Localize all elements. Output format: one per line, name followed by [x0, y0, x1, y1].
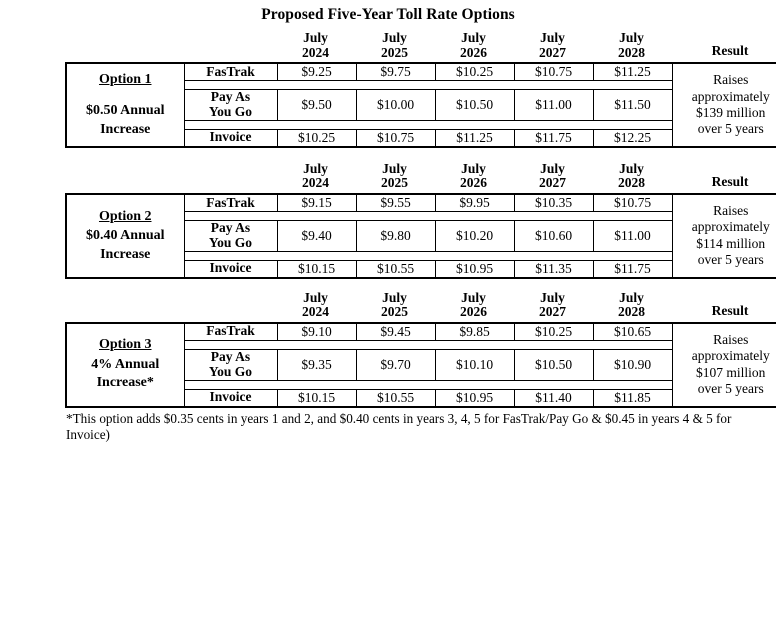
option-label-cell	[66, 194, 184, 278]
paygo-line1: Pay As	[210, 89, 251, 105]
column-header-year-2026	[434, 162, 513, 193]
column-header-year-2024	[276, 31, 355, 62]
column-header-year-2025	[355, 291, 434, 322]
year-number: 2028	[618, 175, 645, 191]
column-header-year-2027	[513, 291, 592, 322]
result-line4: over 5 years	[697, 121, 764, 137]
value-invoice-2024: $10.25	[277, 129, 356, 147]
column-header-year-2026	[434, 291, 513, 322]
option-desc-line1: $0.40 Annual	[85, 228, 165, 244]
value-invoice-2025: $10.75	[356, 129, 435, 147]
option-block-3	[0, 291, 776, 408]
value-fastrak-2026: $9.95	[435, 194, 514, 212]
column-header-row	[65, 31, 748, 62]
value-paygo-2028: $11.00	[593, 221, 672, 252]
year-number: 2024	[302, 44, 329, 60]
result-line1: Raises	[713, 202, 749, 218]
column-header-year-2026	[434, 31, 513, 62]
column-header-result: Result	[711, 43, 749, 59]
value-fastrak-2025: $9.55	[356, 194, 435, 212]
value-invoice-2026: $10.95	[435, 389, 514, 407]
spacer-cell	[184, 212, 672, 221]
column-header-result: Result	[711, 174, 749, 189]
column-header-year-2027	[513, 31, 592, 62]
value-invoice-2028: $11.85	[593, 389, 672, 407]
year-month: July	[461, 30, 486, 45]
column-header-year-2025	[355, 31, 434, 62]
value-fastrak-2027: $10.75	[514, 63, 593, 81]
year-number: 2024	[302, 304, 329, 320]
spacer-cell	[184, 81, 672, 90]
year-month: July	[382, 160, 407, 176]
year-number: 2028	[618, 304, 645, 320]
page-title: Proposed Five-Year Toll Rate Options	[261, 6, 515, 23]
result-line2: approximately	[691, 219, 770, 235]
year-number: 2026	[460, 304, 487, 320]
value-fastrak-2026: $10.25	[435, 63, 514, 81]
result-line3: $139 million	[696, 105, 766, 120]
option-block-2	[0, 162, 776, 279]
toll-rate-table-option-2	[65, 193, 776, 279]
value-fastrak-2026: $9.85	[435, 323, 514, 341]
table-row	[66, 63, 776, 81]
row-label-fastrak: FasTrak	[184, 63, 277, 81]
value-invoice-2027: $11.75	[514, 129, 593, 147]
option-desc-line1: $0.50 Annual	[85, 103, 165, 119]
year-number: 2027	[539, 175, 566, 191]
spacer-cell	[184, 340, 672, 349]
option-desc-line1: 4% Annual	[91, 356, 160, 372]
year-month: July	[540, 30, 565, 45]
value-fastrak-2025: $9.45	[356, 323, 435, 341]
result-line3: $114 million	[696, 235, 766, 251]
year-month: July	[382, 289, 407, 305]
row-label-invoice: Invoice	[184, 260, 277, 278]
year-number: 2025	[381, 44, 408, 60]
column-header-row	[65, 291, 748, 322]
column-header-year-2025	[355, 162, 434, 193]
value-invoice-2024: $10.15	[277, 389, 356, 407]
option-name: Option 1	[98, 71, 152, 87]
value-fastrak-2028: $11.25	[593, 63, 672, 81]
option-desc-line2: Increase	[100, 246, 151, 262]
year-month: July	[461, 289, 486, 305]
year-number: 2024	[302, 175, 329, 191]
paygo-line1: Pay As	[210, 348, 251, 364]
value-fastrak-2027: $10.25	[514, 323, 593, 341]
column-header-year-2028	[592, 291, 671, 322]
value-fastrak-2028: $10.65	[593, 323, 672, 341]
result-line3: $107 million	[696, 364, 766, 380]
year-number: 2025	[381, 175, 408, 191]
result-line1: Raises	[713, 331, 749, 347]
value-paygo-2026: $10.50	[435, 90, 514, 121]
result-cell	[672, 194, 776, 278]
year-number: 2027	[539, 304, 566, 320]
year-month: July	[303, 289, 328, 305]
year-number: 2025	[381, 304, 408, 320]
result-cell	[672, 63, 776, 147]
value-invoice-2026: $11.25	[435, 129, 514, 147]
value-invoice-2027: $11.40	[514, 389, 593, 407]
year-month: July	[619, 160, 644, 176]
row-label-invoice: Invoice	[184, 129, 277, 147]
row-label-pay-as-you-go	[184, 90, 277, 121]
row-label-pay-as-you-go	[184, 221, 277, 252]
paygo-line2: You Go	[208, 104, 253, 119]
result-line4: over 5 years	[697, 381, 764, 397]
table-row	[66, 194, 776, 212]
column-header-row	[65, 162, 748, 193]
table-row	[66, 323, 776, 341]
result-line1: Raises	[713, 72, 749, 88]
result-line2: approximately	[691, 348, 770, 364]
column-header-year-2027	[513, 162, 592, 193]
value-invoice-2027: $11.35	[514, 260, 593, 278]
year-month: July	[303, 30, 328, 45]
column-header-year-2024	[276, 162, 355, 193]
footnote: *This option adds $0.35 cents in years 1 and 2, and $0.40 cents in years 3, 4, 5 for FasTrak/Pay Go & $0.45 in years 4 & 5 for Invoice)	[66, 410, 732, 443]
value-paygo-2025: $9.80	[356, 221, 435, 252]
paygo-line2: You Go	[208, 234, 253, 250]
column-header-result: Result	[711, 302, 749, 318]
option-label-cell	[66, 63, 184, 147]
result-cell	[672, 323, 776, 407]
year-month: July	[619, 30, 644, 45]
option-block-1	[0, 31, 776, 148]
year-month: July	[540, 289, 565, 305]
value-fastrak-2024: $9.15	[277, 194, 356, 212]
paygo-line1: Pay As	[210, 220, 251, 235]
value-fastrak-2024: $9.10	[277, 323, 356, 341]
year-number: 2027	[539, 44, 566, 60]
value-paygo-2025: $10.00	[356, 90, 435, 121]
toll-rate-table-option-1	[65, 62, 776, 148]
result-line4: over 5 years	[697, 252, 764, 268]
year-number: 2028	[618, 44, 645, 60]
column-header-year-2028	[592, 162, 671, 193]
value-fastrak-2025: $9.75	[356, 63, 435, 81]
value-invoice-2025: $10.55	[356, 260, 435, 278]
year-number: 2026	[460, 44, 487, 60]
option-label-cell	[66, 323, 184, 407]
value-paygo-2028: $11.50	[593, 90, 672, 121]
year-month: July	[303, 160, 328, 176]
year-month: July	[619, 289, 644, 305]
value-paygo-2024: $9.40	[277, 221, 356, 252]
value-paygo-2027: $10.60	[514, 221, 593, 252]
row-label-fastrak: FasTrak	[184, 323, 277, 341]
row-label-pay-as-you-go	[184, 349, 277, 380]
year-month: July	[461, 160, 486, 176]
value-invoice-2026: $10.95	[435, 260, 514, 278]
spacer-cell	[184, 120, 672, 129]
option-name: Option 2	[98, 208, 152, 224]
value-paygo-2026: $10.10	[435, 349, 514, 380]
value-paygo-2024: $9.50	[277, 90, 356, 121]
value-paygo-2028: $10.90	[593, 349, 672, 380]
column-header-year-2024	[276, 291, 355, 322]
option-desc-line2: Increase	[100, 121, 151, 137]
value-paygo-2027: $11.00	[514, 90, 593, 121]
option-name: Option 3	[98, 337, 152, 353]
value-invoice-2024: $10.15	[277, 260, 356, 278]
value-paygo-2027: $10.50	[514, 349, 593, 380]
value-paygo-2026: $10.20	[435, 221, 514, 252]
value-fastrak-2028: $10.75	[593, 194, 672, 212]
row-label-fastrak: FasTrak	[184, 194, 277, 212]
value-paygo-2025: $9.70	[356, 349, 435, 380]
year-number: 2026	[460, 175, 487, 191]
spacer-cell	[184, 380, 672, 389]
result-line2: approximately	[691, 88, 770, 104]
value-invoice-2028: $12.25	[593, 129, 672, 147]
year-month: July	[540, 160, 565, 176]
year-month: July	[382, 30, 407, 45]
value-invoice-2025: $10.55	[356, 389, 435, 407]
paygo-line2: You Go	[208, 363, 253, 379]
toll-rate-table-option-3	[65, 322, 776, 408]
spacer-cell	[184, 251, 672, 260]
value-fastrak-2024: $9.25	[277, 63, 356, 81]
column-header-year-2028	[592, 31, 671, 62]
option-desc-line2: Increase*	[96, 375, 154, 391]
value-fastrak-2027: $10.35	[514, 194, 593, 212]
value-invoice-2028: $11.75	[593, 260, 672, 278]
value-paygo-2024: $9.35	[277, 349, 356, 380]
row-label-invoice: Invoice	[184, 389, 277, 407]
